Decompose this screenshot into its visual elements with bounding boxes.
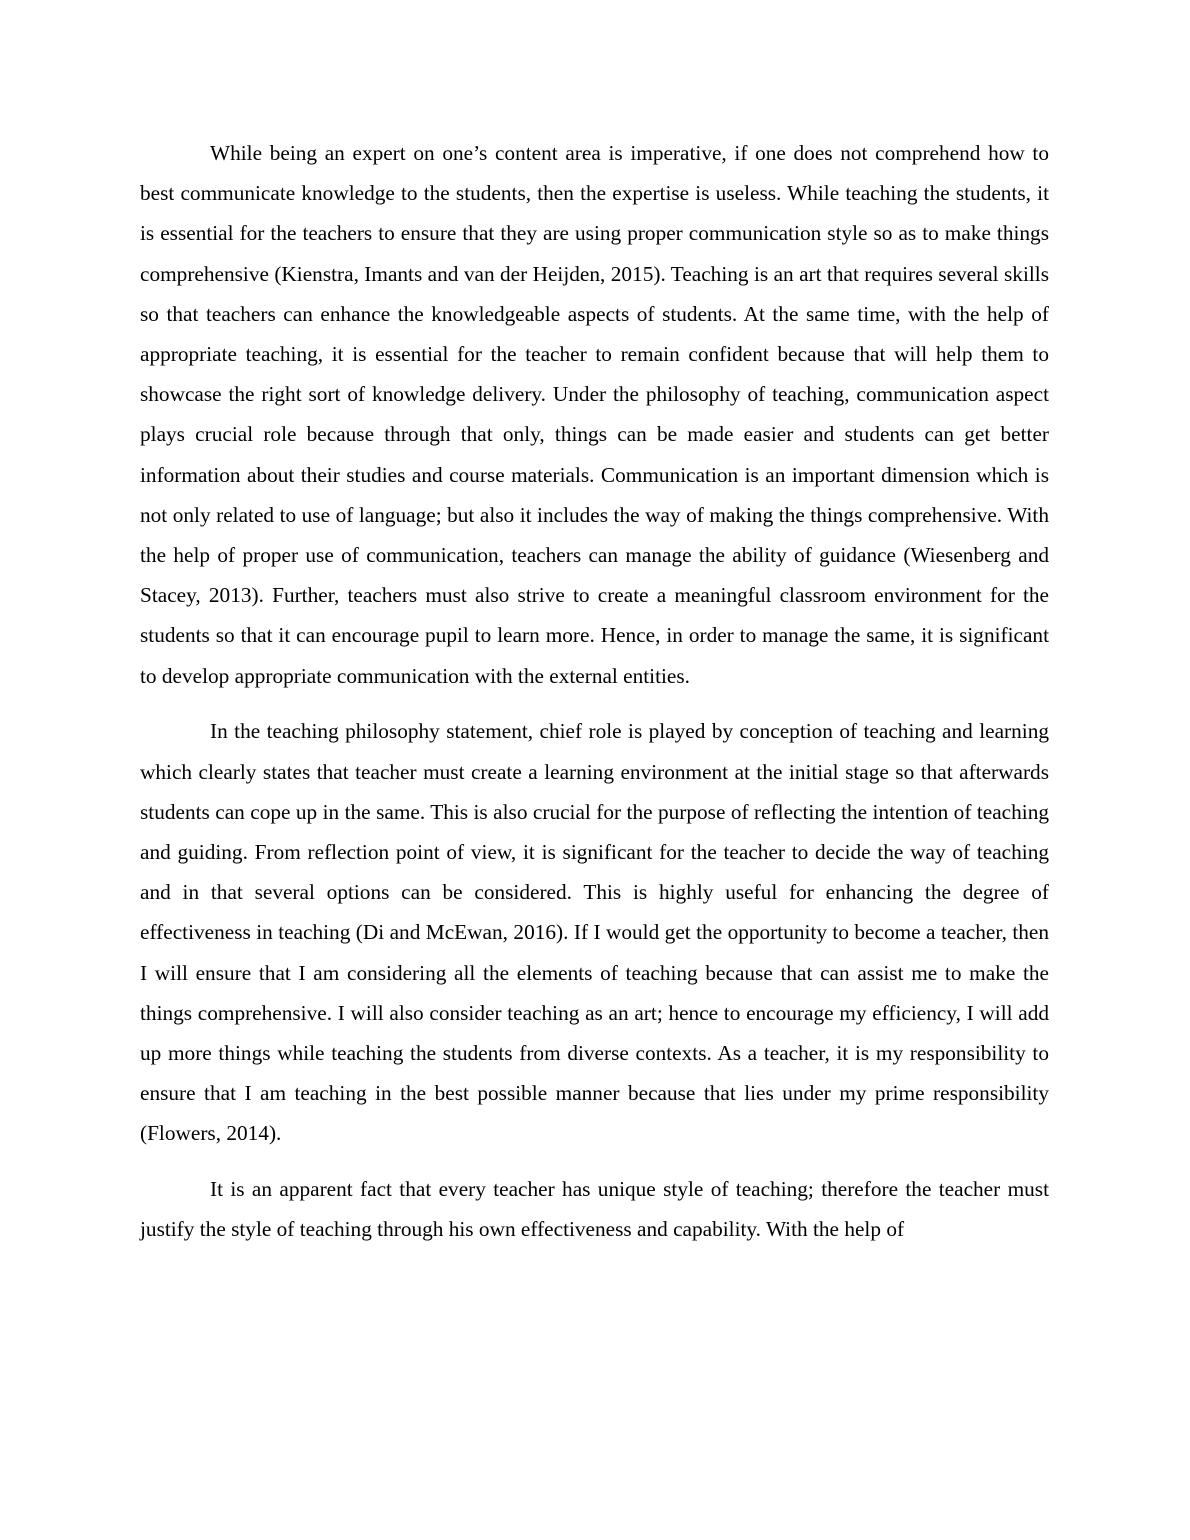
paragraph-communication: While being an expert on one’s content area is imperative, if one does not comprehend how to best communicate knowledge to the students, then the expertise is useless. While teaching the students, it is essential for the teachers to ensure that they are using proper communication style so as to make things comprehensive (Kienstra, Imants and van der Heijden, 2015). Teaching is an art that requires several skills so that teachers can enhance the knowledgeable aspects of students. At the same time, with the help of appropriate teaching, it is essential for the teacher to remain confident because that will help them to showcase the right sort of knowledge delivery. Under the philosophy of teaching, communication aspect plays crucial role because through that only, things can be made easier and students can get better information about their studies and course materials. Communication is an important dimension which is not only related to use of language; but also it includes the way of making the things comprehensive. With the help of proper use of communication, teachers can manage the ability of guidance (Wiesenberg and Stacey, 2013). Further, teachers must also strive to create a meaningful classroom environment for the students so that it can encourage pupil to learn more. Hence, in order to manage the same, it is significant to develop appropriate communication with the external entities.	[140, 141, 1049, 688]
document-body	[140, 133, 1049, 1265]
paragraph-teaching-style: It is an apparent fact that every teacher has unique style of teaching; therefore the teacher must justify the style of teaching through his own effectiveness and capability. With the help of	[140, 1177, 1049, 1242]
paragraph-teaching-philosophy: In the teaching philosophy statement, chief role is played by conception of teaching and learning which clearly states that teacher must create a learning environment at the initial stage so that afterwards students can cope up in the same. This is also crucial for the purpose of reflecting the intention of teaching and guiding. From reflection point of view, it is significant for the teacher to decide the way of teaching and in that several options can be considered. This is highly useful for enhancing the degree of effectiveness in teaching (Di and McEwan, 2016). If I would get the opportunity to become a teacher, then I will ensure that I am considering all the elements of teaching because that can assist me to make the things comprehensive. I will also consider teaching as an art; hence to encourage my efficiency, I will add up more things while teaching the students from diverse contexts. As a teacher, it is my responsibility to ensure that I am teaching in the best possible manner because that lies under my prime responsibility (Flowers, 2014).	[140, 719, 1049, 1146]
